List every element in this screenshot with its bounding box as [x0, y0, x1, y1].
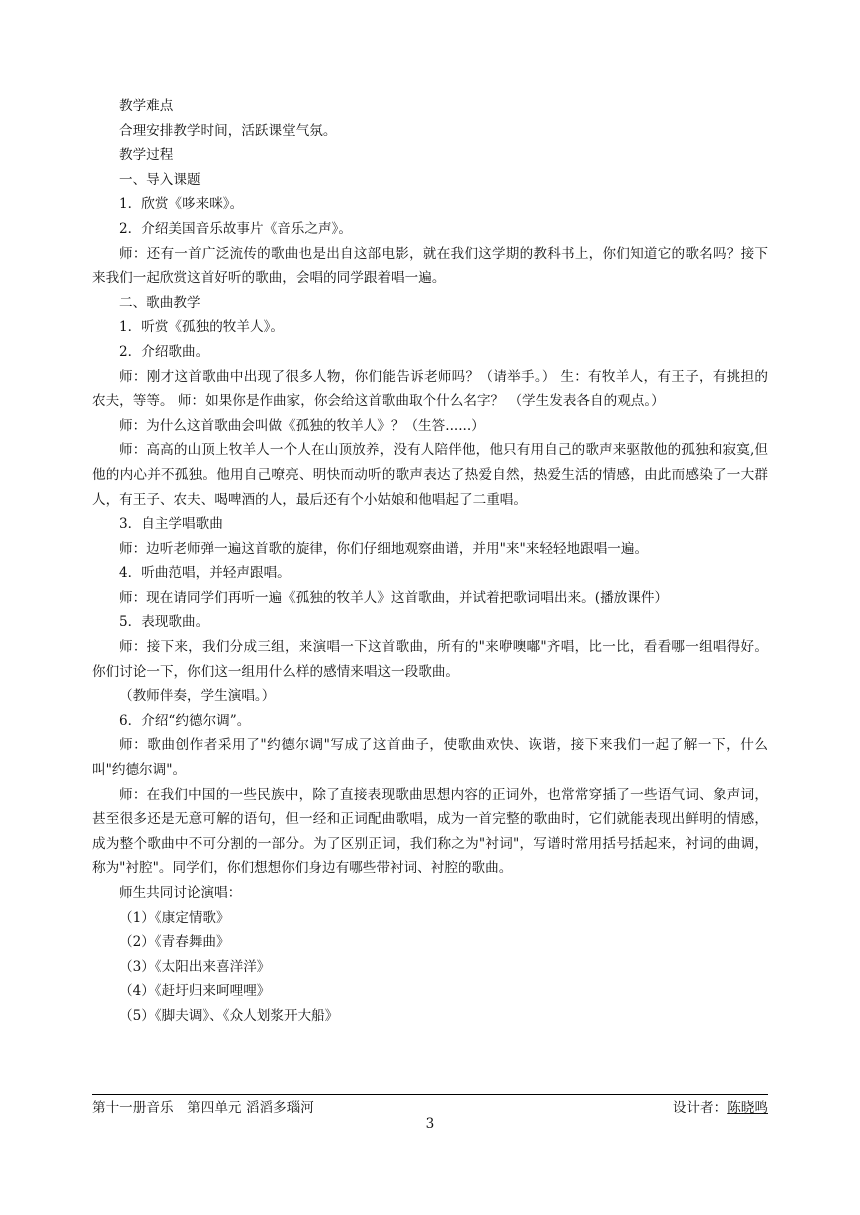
list-item: 1．欣赏《哆来咪》。	[119, 196, 244, 213]
song-list-item: （3）《太阳出来喜洋洋》	[119, 958, 271, 975]
list-item: 2．介绍美国音乐故事片《音乐之声》。	[119, 220, 352, 237]
paragraph: 师：现在请同学们再听一遍《孤独的牧羊人》这首歌曲，并试着把歌词唱出来。(播放课件）	[119, 589, 669, 606]
paragraph: 师：边听老师弹一遍这首歌的旋律，你们仔细地观察曲谱，并用"来"来轻轻地跟唱一遍。	[119, 540, 649, 557]
subsection-heading: 一、导入课题	[119, 171, 201, 188]
list-item: 5．表现歌曲。	[119, 614, 210, 631]
list-item: 4．听曲范唱，并轻声跟唱。	[119, 565, 291, 582]
song-list-item: （5）《脚夫调》、《众人划浆开大船》	[119, 1007, 339, 1024]
paragraph: 师：高高的山顶上牧羊人一个人在山顶放养，没有人陪伴他，他只有用自己的歌声来驱散他的孤独和寂寞,但他的内心并不孤独。他用自己嘹亮、明快而动听的歌声表达了热爱自然，热爱生活的情感，由此而感染了一大群人，有王子、农夫、喝啤酒的人，最后还有个小姑娘和他唱起了二重唱。	[92, 442, 768, 508]
section-heading: 教学过程	[119, 147, 174, 164]
subsection-heading: 二、歌曲教学	[119, 294, 201, 311]
paragraph: 师：为什么这首歌曲会叫做《孤独的牧羊人》？（生答......）	[119, 417, 485, 434]
paragraph: 师：还有一首广泛流传的歌曲也是出自这部电影，就在我们这学期的教科书上，你们知道它的歌名吗？接下来我们一起欣赏这首好听的歌曲，会唱的同学跟着唱一遍。	[92, 245, 768, 287]
section-heading: 教学难点	[119, 98, 174, 114]
song-list-item: （2）《青春舞曲》	[119, 934, 230, 951]
paragraph: 师：歌曲创作者采用了"约德尔调"写成了这首曲子，使歌曲欢快、诙谐，接下来我们一起了解一下，什么叫"约德尔调"。	[92, 737, 768, 779]
paragraph: （教师伴奏，学生演唱。）	[119, 688, 276, 705]
list-item: 1．听赏《孤独的牧羊人》。	[119, 319, 284, 336]
paragraph: 合理安排教学时间，活跃课堂气氛。	[119, 122, 337, 139]
paragraph: 师：接下来，我们分成三组，来演唱一下这首歌曲，所有的"来咿噢嘟"齐唱，比一比，看看哪一组唱得好。你们讨论一下，你们这一组用什么样的感情来唱这一段歌曲。	[92, 639, 768, 680]
footer-divider	[92, 1094, 768, 1095]
paragraph: 师：刚才这首歌曲中出现了很多人物，你们能告诉老师吗？（请举手。） 生：有牧羊人，有王子，有挑担的农夫，等等。 师：如果你是作曲家，你会给这首歌曲取个什么名字？ （学生发表各自的观点。）	[92, 368, 768, 410]
song-list-item: （4）《赶圩归来呵哩哩》	[119, 983, 271, 1000]
footer-author-name: 陈晓鸣	[727, 1100, 768, 1116]
paragraph: 师生共同讨论演唱：	[119, 885, 242, 901]
document-body	[92, 94, 768, 1029]
list-item: 6．介绍“约德尔调”。	[119, 712, 251, 729]
paragraph: 师：在我们中国的一些民族中，除了直接表现歌曲思想内容的正词外，也常常穿插了一些语气词、象声词，甚至很多还是无意可解的语句，但一经和正词配曲歌唱，成为一首完整的歌曲时，它们就能表现出鲜明的情感，成为整个歌曲中不可分割的一部分。为了区别正词，我们称之为"衬词"，写谱时常用括号括起来，衬词的曲调，称为"衬腔"。同学们，你们想想你们身边有哪些带衬词、衬腔的歌曲。	[92, 786, 768, 877]
footer-course-title: 第十一册音乐 第四单元 滔滔多瑙河	[92, 1100, 314, 1116]
footer-author-label: 设计者：	[672, 1100, 728, 1116]
page-number: 3	[425, 1116, 435, 1132]
list-item: 2．介绍歌曲。	[119, 343, 210, 360]
song-list-item: （1）《康定情歌》	[119, 909, 230, 926]
list-item: 3．自主学唱歌曲	[119, 516, 223, 533]
